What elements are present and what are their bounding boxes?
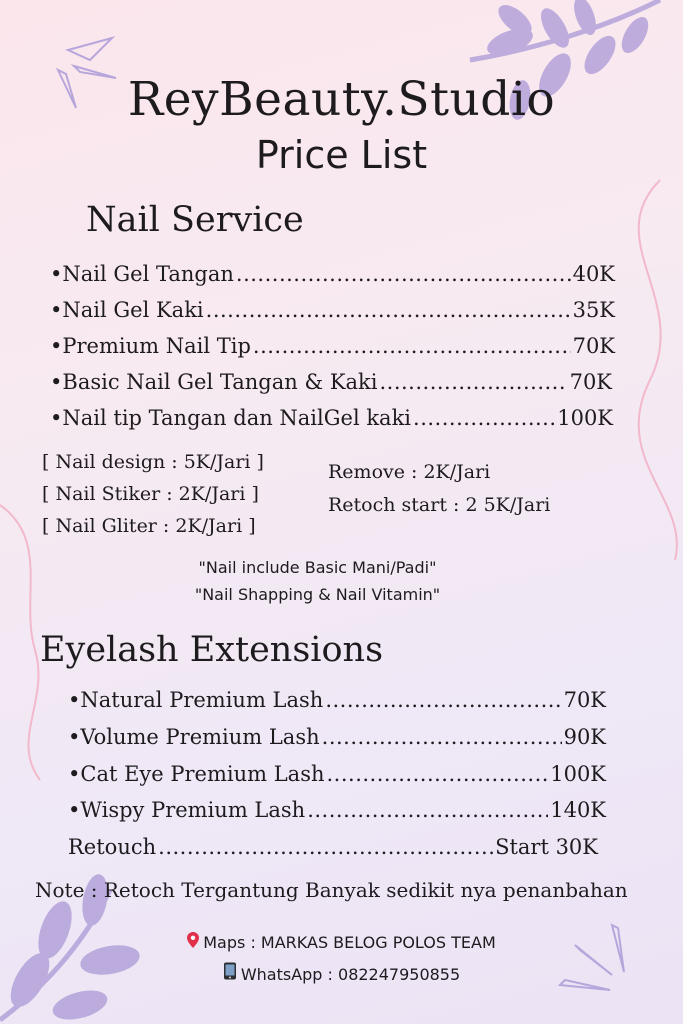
eyelash-section-title: Eyelash Extensions [40, 630, 384, 670]
whatsapp-text: WhatsApp : 082247950855 [240, 965, 461, 984]
item-price: Start 30K [495, 835, 598, 859]
price-row [50, 406, 613, 436]
addon-item: [ Nail design : 5K/Jari ] [42, 451, 264, 473]
item-label: •Basic Nail Gel Tangan & Kaki [50, 370, 378, 394]
price-row [68, 798, 606, 828]
item-price: 100K [557, 406, 613, 430]
price-row [68, 835, 598, 865]
dot-leader [253, 334, 571, 358]
nail-section-title: Nail Service [86, 200, 304, 240]
price-row [50, 370, 612, 400]
price-row [50, 262, 615, 292]
nail-include-note: "Nail include Basic Mani/Padi" [198, 558, 437, 577]
item-label: •Nail Gel Tangan [50, 262, 234, 286]
dot-leader [322, 725, 562, 749]
item-label: •Nail tip Tangan dan NailGel kaki [50, 406, 412, 430]
item-label: •Nail Gel Kaki [50, 298, 204, 322]
item-price: 40K [572, 262, 615, 286]
pin-icon [187, 932, 199, 952]
dot-leader [158, 835, 493, 859]
dot-leader [325, 688, 561, 712]
addon-item: [ Nail Gliter : 2K/Jari ] [42, 515, 256, 537]
price-row [50, 298, 615, 328]
dot-leader [413, 406, 555, 430]
item-label: •Cat Eye Premium Lash [68, 762, 325, 786]
item-label: •Natural Premium Lash [68, 688, 324, 712]
item-label: •Wispy Premium Lash [68, 798, 306, 822]
extra-item: Retoch start : 2 5K/Jari [328, 494, 551, 516]
item-price: 70K [563, 688, 606, 712]
item-price: 90K [563, 725, 606, 749]
item-label: Retouch [68, 835, 157, 859]
whatsapp-line[interactable] [0, 962, 683, 984]
addon-item: [ Nail Stiker : 2K/Jari ] [42, 483, 259, 505]
eyelash-note: Note : Retoch Tergantung Banyak sedikit nya penanbahan [35, 878, 628, 902]
price-row [68, 762, 606, 792]
brand-title: ReyBeauty.Studio [127, 72, 556, 127]
item-price: 35K [572, 298, 615, 322]
item-label: •Volume Premium Lash [68, 725, 320, 749]
dot-leader [327, 762, 549, 786]
extra-item: Remove : 2K/Jari [328, 461, 491, 483]
phone-icon [223, 962, 237, 984]
maps-line[interactable] [0, 932, 683, 952]
item-label: •Premium Nail Tip [50, 334, 251, 358]
nail-include-note: "Nail Shapping & Nail Vitamin" [194, 585, 441, 604]
dot-leader [307, 798, 548, 822]
dot-leader [206, 298, 571, 322]
decor-curve-right [639, 180, 677, 560]
price-row [50, 334, 615, 364]
dot-leader [236, 262, 571, 286]
dot-leader [379, 370, 567, 394]
price-row [68, 725, 606, 755]
item-price: 100K [550, 762, 606, 786]
item-price: 140K [550, 798, 606, 822]
maps-text: Maps : MARKAS BELOG POLOS TEAM [203, 933, 496, 952]
price-list-subtitle: Price List [255, 133, 428, 177]
price-row [68, 688, 606, 718]
decor-curve-left [0, 505, 40, 780]
item-price: 70K [572, 334, 615, 358]
item-price: 70K [569, 370, 612, 394]
